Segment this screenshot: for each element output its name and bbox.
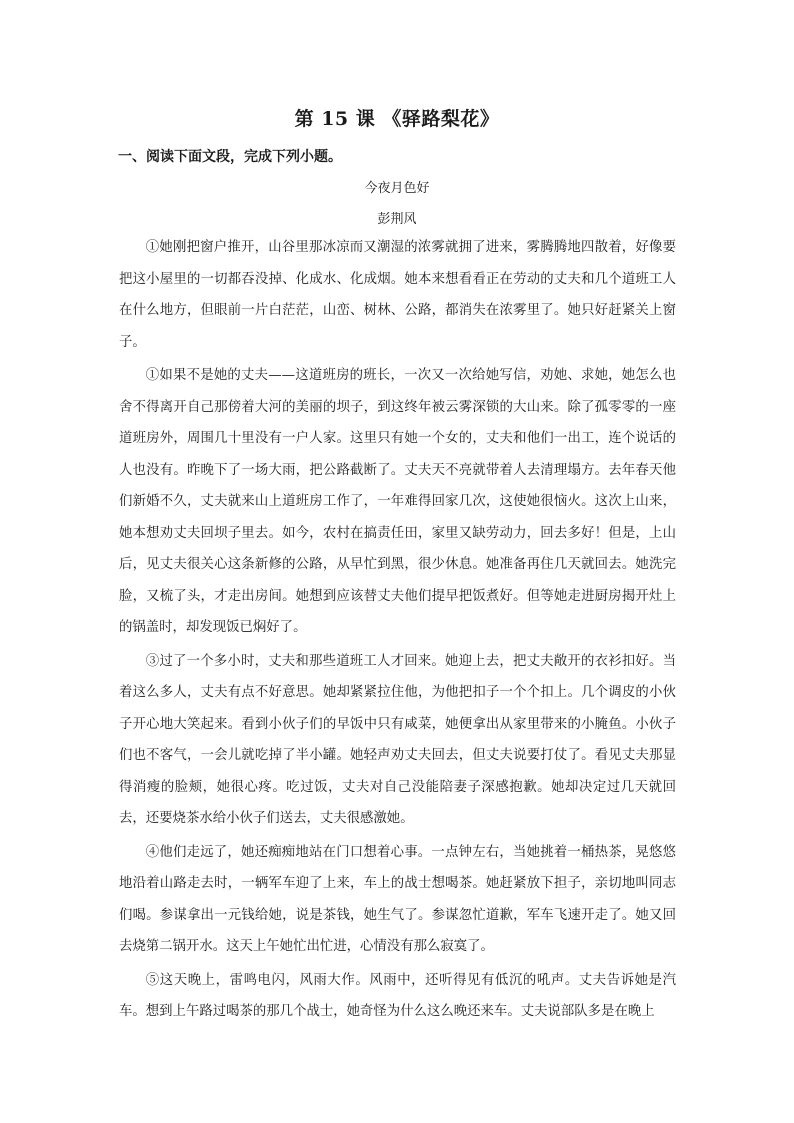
paragraph-4: ④他们走远了，她还痴痴地站在门口想着心事。一点钟左右，当她挑着一桶热茶，晃悠悠地沿着山路走去时，一辆军车迎了上来，车上的战士想喝茶。她赶紧放下担子，亲切地叫同志们喝。参谋拿出一元钱给她，说是茶钱，她生气了。参谋忽忙道歉，军车飞速开走了。她又回去烧第二锅开水。这天上午她忙出忙进，心情没有那么寂寞了。 [119, 844, 676, 954]
section-heading: 一、阅读下面文段，完成下列小题。 [118, 149, 342, 165]
paragraph-5: ⑤这天晚上，雷鸣电闪，风雨大作。风雨中，还听得见有低沉的吼声。丈夫告诉她是汽车。想到上午路过喝茶的那几个战士，她奇怪为什么这么晚还来车。丈夫说部队多是在晚上 [119, 972, 676, 1019]
paragraph-1: ①她刚把窗户推开，山谷里那冰凉而又潮湿的浓雾就拥了进来，雾腾腾地四散着，好像要把这小屋里的一切都吞没掉、化成水、化成烟。她本来想看看正在劳动的丈夫和几个道班工人在什么地方，但眼前一片白茫茫，山峦、树林、公路，都消失在浓雾里了。她只好赶紧关上窗子。 [119, 240, 676, 350]
article-author: 彭荆风 [377, 212, 417, 227]
paragraph-3: ③过了一个多小时，丈夫和那些道班工人才回来。她迎上去，把丈夫敞开的衣衫扣好。当着这么多人，丈夫有点不好意思。她却紧紧拉住他，为他把扣子一个个扣上。几个调皮的小伙子开心地大笑起来。看到小伙子们的早饭中只有咸菜，她便拿出从家里带来的小腌鱼。小伙子们也不客气，一会儿就吃掉了半小罐。她轻声劝丈夫回去，但丈夫说要打仗了。看见丈夫那显得消瘦的脸颊，她很心疼。吃过饭，丈夫对自己没能陪妻子深感抱歉。她却决定过几天就回去，还要烧茶水给小伙子们送去，丈夫很感激她。 [119, 653, 676, 826]
article-title: 今夜月色好 [364, 181, 430, 196]
lesson-title: 第 15 课 《驿路梨花》 [294, 108, 500, 130]
article-body [119, 232, 676, 1028]
paragraph-2: ①如果不是她的丈夫——这道班房的班长，一次又一次给她写信，劝她、求她，她怎么也舍不得离开自己那傍着大河的美丽的坝子，到这终年被云雾深锁的大山来。除了孤零零的一座道班房外，周围几十里没有一户人家。这里只有她一个女的，丈夫和他们一出工，连个说话的人也没有。昨晚下了一场大雨，把公路截断了。丈夫天不亮就带着人去清理塌方。去年春天他们新婚不久，丈夫就来山上道班房工作了，一年难得回家几次，这使她很恼火。这次上山来，她本想劝丈夫回坝子里去。如今，农村在搞责任田，家里又缺劳动力，回去多好！但是，上山后，见丈夫很关心这条新修的公路，从早忙到黑，很少休息。她准备再住几天就回去。她洗完脸，又梳了头，才走出房间。她想到应该替丈夫他们提早把饭煮好。但等她走进厨房揭开灶上的锅盖时，却发现饭已焖好了。 [119, 368, 676, 635]
